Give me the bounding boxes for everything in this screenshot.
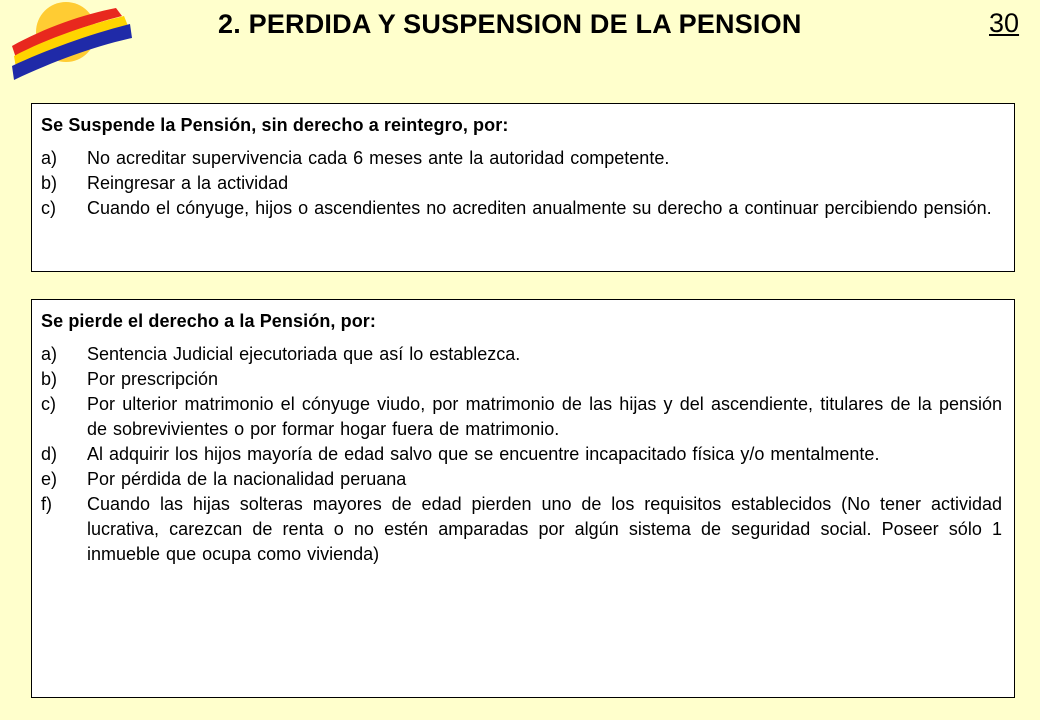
logo-icon [4,2,134,82]
list-item [41,467,1002,492]
list-item-text: Cuando el cónyuge, hijos o ascendientes no acrediten anualmente su derecho a continuar percibiendo pensión. [87,198,992,218]
list-item [41,392,1002,442]
list-item-letter: c) [41,394,56,414]
list-item-text: No acreditar supervivencia cada 6 meses ante la autoridad competente. [87,148,670,168]
list-item-text: Por pérdida de la nacionalidad peruana [87,469,407,489]
list-item-letter: b) [41,369,58,389]
list-item-text: Al adquirir los hijos mayoría de edad salvo que se encuentre incapacitado física y/o mentalmente. [87,444,880,464]
list-item-letter: e) [41,469,58,489]
page-title: 2. PERDIDA Y SUSPENSION DE LA PENSION [218,9,802,39]
suspension-heading: Se Suspende la Pensión, sin derecho a reintegro, por: [41,115,509,135]
loss-heading: Se pierde el derecho a la Pensión, por: [41,311,377,331]
list-item [41,492,1002,567]
loss-box [31,299,1015,698]
list-item [41,196,1002,221]
list-item-text: Reingresar a la actividad [87,173,289,193]
list-item [41,342,1002,367]
list-item-text: Por prescripción [87,369,219,389]
suspension-box [31,103,1015,272]
list-item-letter: d) [41,444,58,464]
list-item [41,367,1002,392]
list-item [41,171,1002,196]
list-item [41,146,1002,171]
list-item [41,442,1002,467]
list-item-letter: b) [41,173,58,193]
list-item-letter: c) [41,198,56,218]
list-item-text: Por ulterior matrimonio el cónyuge viudo, por matrimonio de las hijas y del ascendiente, titulares de la pensión de sobrevivientes o por formar hogar fuera de matrimonio. [87,394,1002,439]
list-item-text: Sentencia Judicial ejecutoriada que así lo establezca. [87,344,521,364]
list-item-letter: a) [41,344,58,364]
list-item-letter: f) [41,494,52,514]
list-item-letter: a) [41,148,58,168]
page-number: 30 [989,8,1020,38]
list-item-text: Cuando las hijas solteras mayores de edad pierden uno de los requisitos establecidos (No tener actividad lucrativa, carezcan de renta o no estén amparadas por algún sistema de seguridad social. Poseer sólo 1 inmueble que ocupa como vivienda) [87,494,1002,564]
